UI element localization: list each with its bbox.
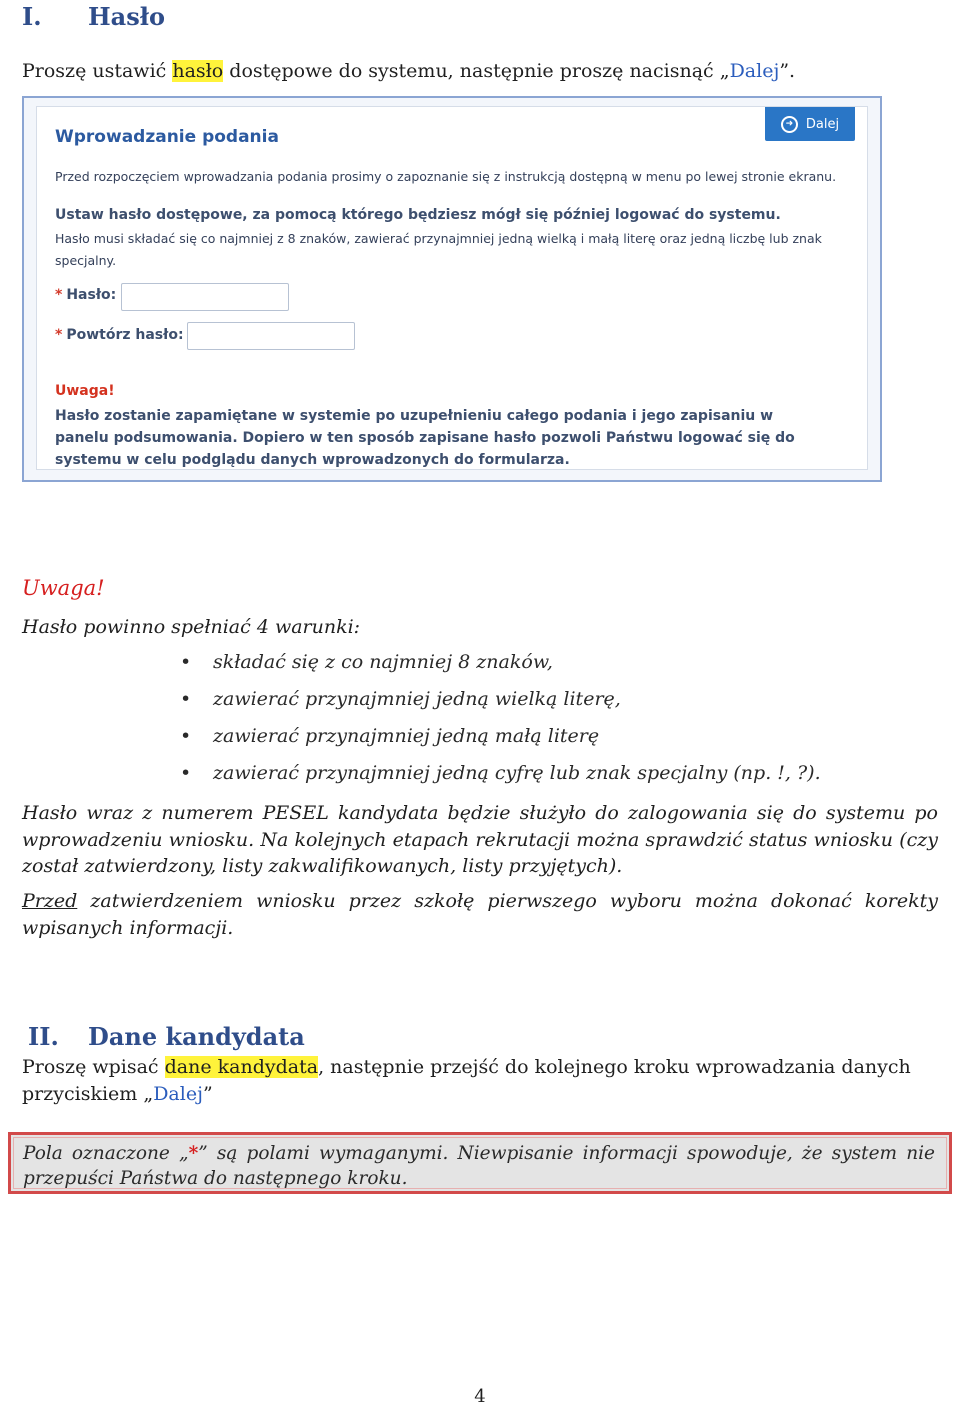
bullet-icon: • — [180, 688, 192, 710]
bullet-icon: • — [180, 762, 192, 784]
password-label — [55, 287, 116, 303]
note-text — [23, 1141, 935, 1191]
section-heading-haslo — [22, 2, 165, 31]
highlighted-term: hasło — [172, 60, 224, 82]
form-screenshot — [22, 96, 882, 482]
required-star: * — [55, 327, 63, 343]
repeat-password-label-text: Powtórz hasło: — [66, 327, 184, 343]
password-rule-text: Hasło musi składać się co najmniej z 8 znaków, zawierać przynajmniej jedną wielką i małą literę oraz jedną liczbę lub znak — [55, 231, 822, 246]
paragraph-text: zatwierdzeniem wniosku przez szkołę pierwszego wyboru można dokonać korekty wpisanych informacji. — [22, 890, 938, 939]
repeat-password-input[interactable] — [187, 322, 355, 350]
intro-text: Proszę ustawić — [22, 60, 173, 82]
list-item — [180, 762, 821, 784]
list-item-text: zawierać przynajmniej jedną wielką literę, — [213, 688, 621, 710]
intro-text: dostępowe do systemu, następnie proszę nacisnąć „ — [223, 60, 730, 82]
highlighted-term: dane kandydata — [164, 1056, 319, 1078]
section-title: Dane kandydata — [88, 1022, 305, 1051]
section-intro — [22, 58, 795, 85]
notice-lead: Hasło powinno spełniać 4 warunki: — [22, 616, 361, 638]
list-item-text: zawierać przynajmniej jedną cyfrę lub znak specjalny (np. !, ?). — [213, 762, 821, 784]
section-intro — [22, 1054, 938, 1108]
arrow-right-icon: ➜ — [781, 116, 798, 133]
list-item — [180, 651, 553, 673]
password-input[interactable] — [121, 283, 289, 311]
intro-text: , następnie przejść do kolejnego kroku wprowadzania danych przyciskiem „ — [22, 1056, 911, 1105]
bullet-icon: • — [180, 651, 192, 673]
required-fields-note — [8, 1132, 952, 1194]
required-star: * — [188, 1143, 199, 1164]
bullet-icon: • — [180, 725, 192, 747]
note-text-part: Pola oznaczone „ — [23, 1143, 189, 1164]
page-number: 4 — [474, 1386, 486, 1407]
correction-paragraph — [22, 888, 938, 941]
warning-text: Hasło zostanie zapamiętane w systemie po uzupełnieniu całego podania i jego zapisaniu w panelu podsumowania. Dopiero w ten sposób zapisane hasło pozwoli Państwu logować się do systemu w celu podglądu danych wprowadzonych do formularza. — [55, 408, 795, 468]
section-number: I. — [22, 2, 42, 31]
password-label-text: Hasło: — [66, 287, 117, 303]
intro-text: ”. — [779, 60, 796, 82]
list-item-text: zawierać przynajmniej jedną małą literę — [213, 725, 600, 747]
intro-text: Proszę wpisać — [22, 1056, 165, 1078]
pesel-paragraph: Hasło wraz z numerem PESEL kandydata będzie służyło do zalogowania się do systemu po wprowadzeniu wniosku. Na kolejnych etapach rekrutacji można sprawdzić status wniosku (czy został zatwierdzony, listy zakwalifikowanych, listy przyjętych). — [22, 802, 938, 877]
next-button-label: Dalej — [805, 116, 840, 132]
form-panel — [36, 106, 868, 470]
list-item-text: składać się z co najmniej 8 znaków, — [213, 651, 553, 673]
set-password-heading: Ustaw hasło dostępowe, za pomocą którego będziesz mógł się później logować do systemu. — [55, 207, 781, 223]
section-title: Hasło — [88, 2, 165, 31]
underlined-word: Przed — [22, 890, 78, 912]
list-item — [180, 725, 599, 747]
notice-title: Uwaga! — [22, 576, 105, 600]
required-star: * — [55, 287, 63, 303]
section-heading-dane-kandydata — [22, 1022, 305, 1051]
dalej-reference: Dalej — [729, 60, 780, 82]
warning-title: Uwaga! — [55, 383, 115, 399]
next-button[interactable] — [765, 107, 855, 141]
repeat-password-label — [55, 327, 184, 343]
instruction-text: Przed rozpoczęciem wprowadzania podania prosimy o zapoznanie się z instrukcją dostępną w menu po lewej stronie ekranu. — [55, 169, 837, 184]
form-title: Wprowadzanie podania — [55, 127, 279, 147]
password-rule-text: specjalny. — [55, 253, 117, 268]
intro-text: ” — [202, 1083, 213, 1105]
section-number: II. — [28, 1022, 59, 1051]
list-item — [180, 688, 621, 710]
dalej-reference: Dalej — [153, 1083, 203, 1105]
note-text-part: ” są polami wymaganymi. Niewpisanie informacji spowoduje, że system nie przepuści Państwa do następnego kroku. — [23, 1143, 935, 1189]
